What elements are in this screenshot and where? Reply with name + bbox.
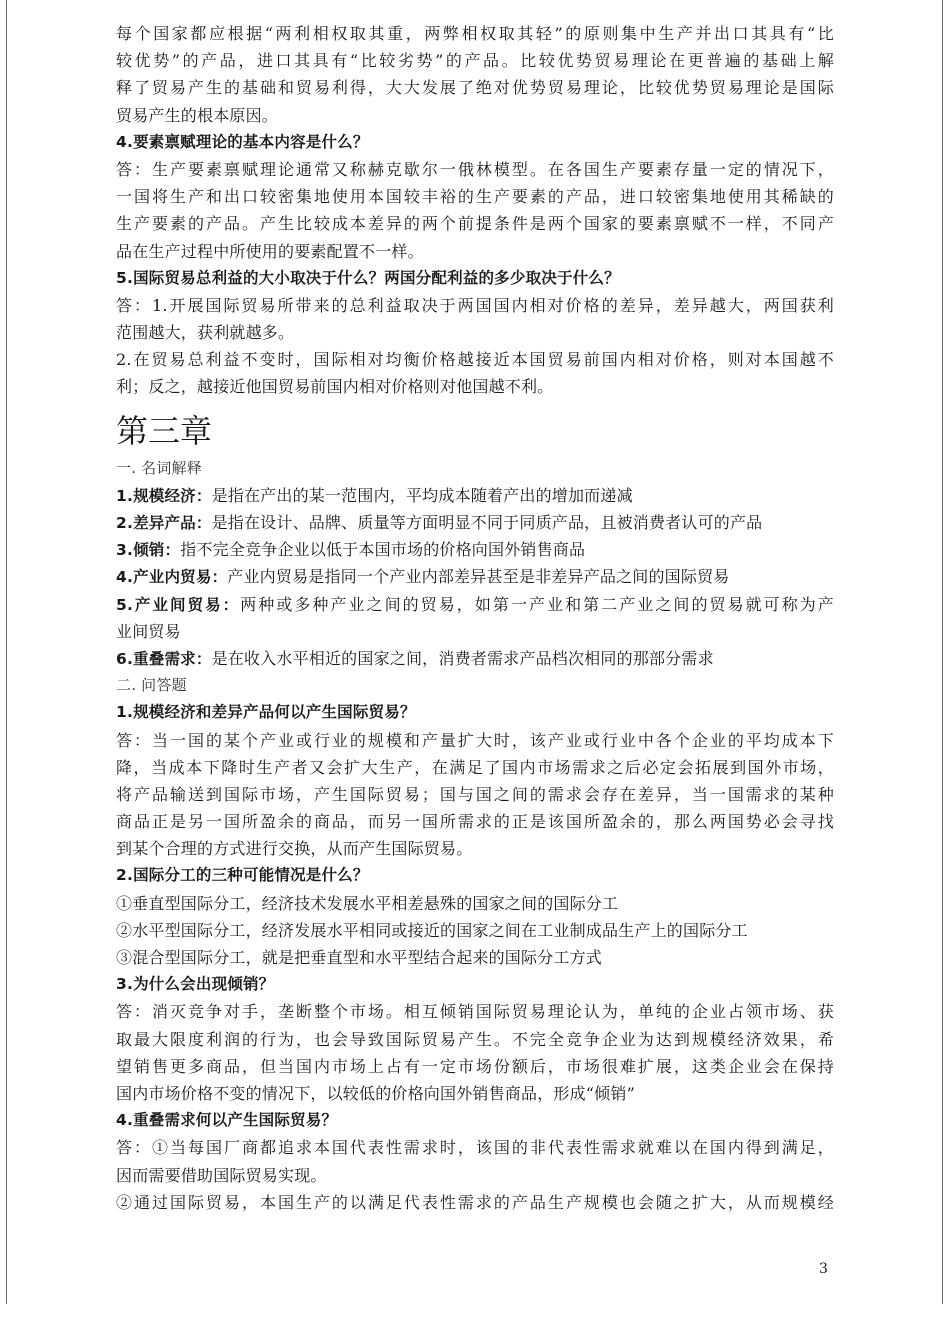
answer-line: 将产品输送到国际市场，产生国际贸易；国与国之间的需求会存在差异，当一国需求的某种 [116, 784, 834, 804]
term-definition: 是在收入水平相近的国家之间，消费者需求产品档次相同的那部分需求 [211, 648, 714, 668]
section-heading-qa: 二. 问答题 [116, 676, 187, 695]
question-heading: 3.为什么会出现倾销？ [116, 975, 275, 994]
question-heading: 4.重叠需求何以产生国际贸易？ [116, 1111, 338, 1130]
term-definition: 两种或多种产业之间的贸易，如第一产业和第二产业之间的贸易就可称为产 [240, 594, 834, 614]
text-line: 释了贸易产生的基础和贸易利得，大大发展了绝对优势贸易理论，比较优势贸易理论是国际 [116, 78, 834, 98]
answer-line: 国内市场价格不变的情况下，以较低的价格向国外销售商品，形成“倾销” [116, 1083, 635, 1103]
left-margin-line [6, 0, 7, 1304]
answer-line: 范围越大，获利就越多。 [116, 323, 295, 343]
answer-line: 利；反之，越接近他国贸易前国内相对价格则对他国越不利。 [116, 377, 554, 397]
term-label: 6.重叠需求： [116, 649, 212, 668]
term-label: 3.倾销： [116, 541, 181, 560]
question-heading: 1.规模经济和差异产品何以产生国际贸易？ [116, 703, 416, 722]
document-page [116, 24, 834, 1216]
text-line: 较优势”的产品，进口其具有“比较劣势”的产品。比较优势贸易理论在更普遍的基础上解 [116, 51, 834, 71]
answer-line: 取最大限度利润的行为，也会导致国际贸易产生。不完全竞争企业为达到规模经济效果，希 [116, 1029, 834, 1049]
term-item [116, 591, 834, 618]
qa-item-4 [116, 1107, 834, 1216]
term-definition-continued: 业间贸易 [116, 621, 181, 641]
ch2-question-4 [116, 129, 834, 265]
answer-line: 降，当成本下降时生产者又会扩大生产，在满足了国内市场需求之后必定会拓展到国外市场， [116, 757, 834, 777]
answer-line: 答：生产要素禀赋理论通常又称赫克歇尔一俄林模型。在各国生产要素存量一定的情况下， [116, 159, 834, 179]
term-definition: 指不完全竞争企业以低于本国市场的价格向国外销售商品 [180, 540, 586, 560]
qa-item-1 [116, 699, 834, 862]
answer-line: 答：当一国的某个产业或行业的规模和产量扩大时，该产业或行业中各个企业的平均成本下 [116, 730, 834, 750]
text-line: 贸易产生的根本原因。 [116, 105, 279, 125]
qa-item-2 [116, 862, 834, 971]
text-line: 每个国家都应根据“两利相权取其重，两弊相权取其轻”的原则集中生产并出口其具有“比 [116, 24, 834, 43]
term-item [116, 645, 834, 672]
answer-line: ②水平型国际分工，经济发展水平相同或接近的国家之间在工业制成品生产上的国际分工 [116, 920, 748, 940]
term-item [116, 563, 834, 590]
term-label: 2.差异产品： [116, 514, 212, 532]
question-heading: 2.国际分工的三种可能情况是什么？ [116, 866, 369, 885]
term-item [116, 536, 834, 563]
term-label: 4.产业内贸易： [116, 568, 228, 587]
terms-list [116, 482, 834, 672]
page-number: 3 [819, 1261, 828, 1277]
answer-line: 生产要素的产品。产生比较成本差异的两个前提条件是两个国家的要素禀赋不一样，不同产 [116, 214, 834, 234]
term-definition: 是指在设计、品牌、质量等方面明显不同于同质产品，且被消费者认可的产品 [211, 513, 763, 532]
answer-line: 2.在贸易总利益不变时，国际相对均衡价格越接近本国贸易前国内相对价格，则对本国越不 [116, 350, 834, 370]
chapter-title: 第三章 [116, 411, 213, 450]
top-paragraph [116, 20, 834, 129]
answer-line: 商品正是另一国所盈余的商品，而另一国所需求的正是该国所盈余的，那么两国势必会寻找 [116, 812, 834, 832]
term-label: 1.规模经济： [116, 486, 212, 505]
term-definition: 是指在产出的某一范围内，平均成本随着产出的增加而递减 [211, 485, 633, 505]
answer-line: ②通过国际贸易，本国生产的以满足代表性需求的产品生产规模也会随之扩大，从而规模经 [116, 1192, 834, 1212]
answer-line: ③混合型国际分工，就是把垂直型和水平型结合起来的国际分工方式 [116, 948, 603, 967]
answer-line: 答：消灭竞争对手，垄断整个市场。相互倾销国际贸易理论认为，单纯的企业占领市场、获 [116, 1002, 834, 1022]
answer-line: 答：①当每国厂商都追求本国代表性需求时，该国的非代表性需求就难以在国内得到满足， [116, 1138, 834, 1158]
question-heading: 4.要素禀赋理论的基本内容是什么？ [116, 132, 369, 151]
right-margin-line [942, 0, 943, 1304]
answer-line: 因而需要借助国际贸易实现。 [116, 1165, 327, 1185]
term-item [116, 509, 834, 536]
ch2-question-5 [116, 265, 834, 401]
answer-line: ①垂直型国际分工，经济技术发展水平相差悬殊的国家之间的国际分工 [116, 893, 619, 913]
answer-line: 到某个合理的方式进行交换，从而产生国际贸易。 [116, 839, 473, 859]
term-definition: 产业内贸易是指同一个产业内部差异甚至是非差异产品之间的国际贸易 [227, 567, 730, 587]
qa-item-3 [116, 971, 834, 1107]
answer-line: 品在生产过程中所使用的要素配置不一样。 [116, 241, 424, 261]
term-item [116, 482, 834, 509]
answer-line: 一国将生产和出口较密集地使用本国较丰裕的生产要素的产品，进口较密集地使用其稀缺的 [116, 187, 834, 207]
answer-line: 答：1.开展国际贸易所带来的总利益取决于两国国内相对价格的差异，差异越大，两国获利 [116, 295, 834, 315]
term-label: 5.产业间贸易： [116, 595, 241, 614]
section-heading-terms: 一. 名词解释 [116, 458, 202, 477]
question-heading: 5.国际贸易总利益的大小取决于什么？两国分配利益的多少取决于什么？ [116, 268, 620, 287]
answer-line: 望销售更多商品，但当国内市场上占有一定市场份额后，市场很难扩展，这类企业会在保持 [116, 1056, 834, 1076]
